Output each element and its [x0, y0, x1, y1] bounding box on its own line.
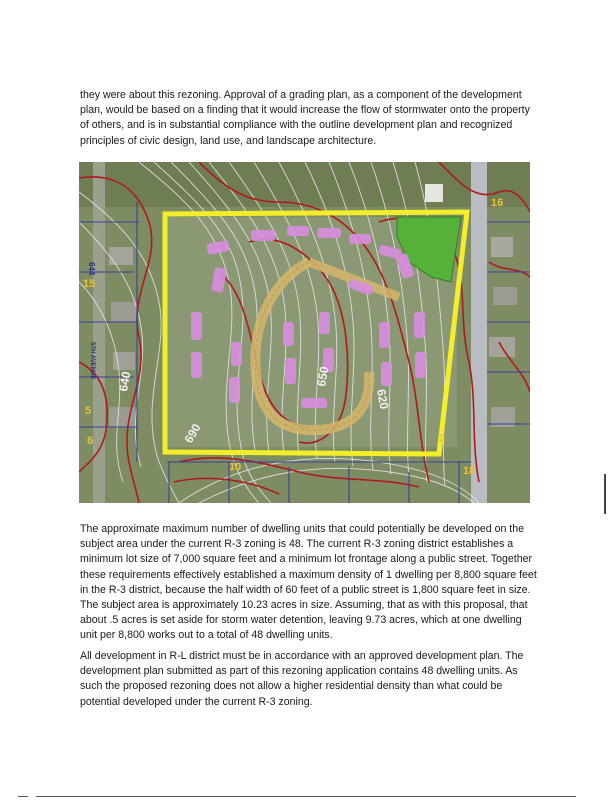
contour-label: 640: [116, 370, 134, 393]
lot-number: 6: [87, 435, 94, 447]
lot-number: 18: [463, 465, 476, 477]
street-right: [471, 162, 487, 503]
zoning-aerial-map: [79, 162, 530, 503]
street-name-label: 5TH AVENUE: [89, 342, 95, 380]
footer-tick: [18, 796, 28, 797]
lot-number: 15: [83, 278, 96, 290]
intro-paragraph: they were about this rezoning. Approval of a grading plan, as a component of the development plan, would be based on a finding that it would increase the flow of stormwater onto the property of others, and is in substantial compliance with the outline development plan and recognized principles of civic design, land use, and landscape architecture.: [80, 89, 530, 147]
contour-label: 690: [181, 421, 204, 446]
lot-number: 10: [229, 461, 242, 473]
scan-edge-mark: [604, 474, 606, 514]
contour-label: 620: [374, 388, 392, 411]
contour-label: 650: [314, 365, 332, 388]
footer-rule: [36, 796, 576, 797]
street-number-label: 644: [87, 262, 96, 276]
lot-number: 5: [85, 405, 92, 417]
rl-district-paragraph: All development in R-L district must be in accordance with an approved development plan. The development plan submitted as part of this rezoning application contains 48 dwelling units. As such the proposed rezoning does not allow a higher residential density than what could be potential developed under the current R-3 zoning.: [80, 650, 524, 708]
lot-number: 2: [439, 433, 446, 445]
density-paragraph: The approximate maximum number of dwelling units that could potentially be developed on the subject area under the current R-3 zoning is 48. The current R-3 zoning district establishes a minimum lot size of 7,000 square feet and a minimum lot frontage along a public street. Together these requirements effectively established a maximum density of 1 dwelling per 8,800 square feet in the R-3 district, because the half width of 60 feet of a public street is 1,800 square feet in size. The subject area is approximately 10.23 acres in size. Assuming, that as with this proposal, that about .5 acres is set aside for storm water detention, leaving 9.73 acres, which at one dwelling unit per 8,800 works out to a total of 48 dwelling units.: [80, 523, 537, 642]
lot-number: 16: [491, 197, 504, 209]
